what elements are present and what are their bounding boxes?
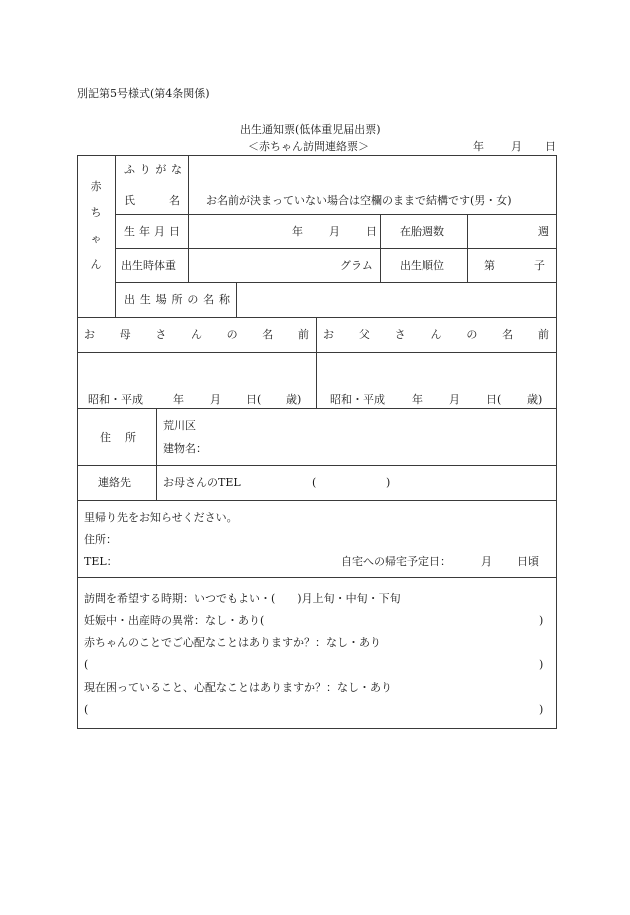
birthdate-label: 生 年 月 日 — [124, 225, 180, 238]
mother-name-label: お 母 さ ん の 名 前 — [84, 328, 309, 341]
current-concern-open: ( — [84, 703, 89, 716]
pregnancy-issues: 妊娠中・出産時の異常：なし・あり( — [84, 614, 265, 627]
return-date-label: 自宅への帰宅予定日： — [341, 555, 451, 568]
pregnancy-issues-close: ) — [539, 614, 544, 627]
gestation-unit: 週 — [538, 225, 549, 238]
address-label: 住 所 — [100, 431, 136, 444]
form-title: 出生通知票(低体重児届出票) — [240, 123, 381, 136]
date-month: 月 — [511, 140, 522, 153]
birth-order-suffix: 子 — [534, 259, 545, 272]
contact-label: 連絡先 — [98, 476, 131, 489]
return-date-day: 日頃 — [517, 555, 539, 568]
birthdate-year: 年 — [292, 225, 303, 238]
return-home-tel: TEL： — [84, 555, 118, 568]
mother-tel-label: お母さんのTEL — [163, 476, 241, 489]
tel-paren-close: ) — [386, 476, 391, 489]
current-concern: 現在困っていること、心配なことはありますか？：なし・あり — [84, 681, 392, 694]
birthdate-day: 日 — [366, 225, 377, 238]
return-date-month: 月 — [481, 555, 492, 568]
document-page: 別記第5号様式(第4条関係) 出生通知票(低体重児届出票) ＜赤ちゃん訪問連絡票＞ 年 月 日 赤 ち ゃ ん ふ り が な 氏 名 お名前が決まっていない場合は空欄のままで結構です(男・女) 生 年 月 日 年 月 日 在胎週数 週 出生時体重 グラム 出生順位 第 子 出 生 場 所 の 名 称 お 母 さ ん の 名 前 お 父 さ ん の 名 前 昭和・平成 年 月 日( 歳) 昭和・平成 年 月 日( 歳) 住 所 荒川区 建物名： 連絡先 お母さんのTEL ( ) 里帰り先をお知らせください。 住所： TEL： 自宅への帰宅予定日： 月 日頃 訪問を希望する時期：いつでもよい・( )月上旬・中旬・下旬 妊娠中・出産時の異常：なし・あり( ) 赤ちゃんのことでご心配なことはありますか？：なし・あり ( ) 現在困っていること、心配なことはありますか？：なし・あり ( ) — [0, 0, 630, 915]
birth-order-prefix: 第 — [484, 259, 495, 272]
father-name-label: お 父 さ ん の 名 前 — [323, 328, 549, 341]
baby-concern: 赤ちゃんのことでご心配なことはありますか？：なし・あり — [84, 636, 381, 649]
visit-preferred-time: 訪問を希望する時期：いつでもよい・( )月上旬・中旬・下旬 — [84, 592, 401, 605]
furigana-label: ふ り が な — [124, 163, 182, 176]
baby-side-label: 赤 ち ゃ ん — [90, 180, 102, 271]
date-year: 年 — [473, 140, 484, 153]
current-concern-close: ) — [539, 703, 544, 716]
baby-concern-close: ) — [539, 658, 544, 671]
address-building: 建物名： — [163, 442, 207, 455]
birth-weight-unit: グラム — [340, 259, 373, 272]
birth-order-label: 出生順位 — [400, 259, 444, 272]
return-home-intro: 里帰り先をお知らせください。 — [84, 511, 238, 524]
form-reference: 別記第5号様式(第4条関係) — [77, 87, 210, 100]
baby-concern-open: ( — [84, 658, 89, 671]
gestation-label: 在胎週数 — [400, 225, 444, 238]
birth-weight-label: 出生時体重 — [121, 259, 176, 272]
form-subtitle: ＜赤ちゃん訪問連絡票＞ — [248, 140, 369, 153]
baby-name-note: お名前が決まっていない場合は空欄のままで結構です(男・女) — [206, 194, 512, 207]
birthdate-month: 月 — [329, 225, 340, 238]
return-home-address: 住所： — [84, 533, 117, 546]
date-day: 日 — [545, 140, 556, 153]
baby-name-label: 氏 名 — [124, 194, 180, 207]
birthplace-label: 出 生 場 所 の 名 称 — [124, 293, 230, 306]
tel-paren-open: ( — [312, 476, 317, 489]
address-ward: 荒川区 — [163, 419, 196, 432]
